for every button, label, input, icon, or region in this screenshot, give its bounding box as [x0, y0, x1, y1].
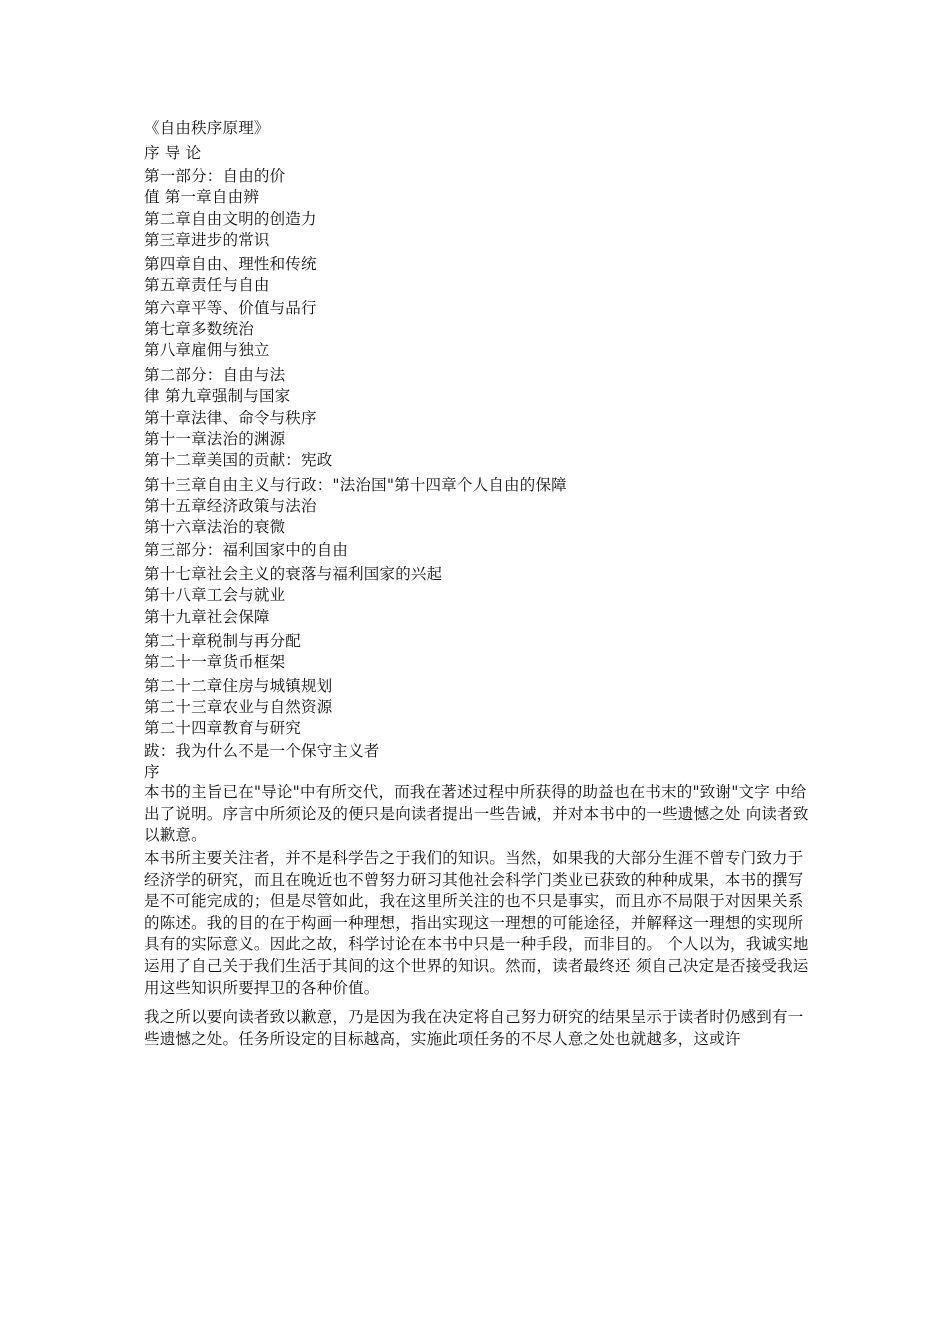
toc-entry: 第二部分：自由与法: [144, 366, 286, 384]
toc-entry: 第五章责任与自由: [144, 276, 270, 294]
toc-entry: 第八章雇佣与独立: [144, 341, 270, 359]
toc-entry: 序 导 论: [144, 144, 202, 162]
toc-entry: 第四章自由、理性和传统: [144, 255, 317, 273]
preface-paragraph: 本书的主旨已在"导论"中有所交代，而我在著述过程中所获得的助益也在书末的"致谢"文字 中给出了说明。序言中所须论及的便只是向读者提出一些告诫，并对本书中的一些遗憾之处 向读者致以歉意。: [144, 783, 809, 845]
toc-entry: 第十章法律、命令与秩序: [144, 409, 317, 427]
toc-entry: 第三部分：福利国家中的自由: [144, 541, 349, 559]
toc-entry: 第十五章经济政策与法治: [144, 497, 317, 515]
toc-entry: 第十九章社会保障: [144, 608, 270, 626]
toc-entry: 第十六章法治的衰微: [144, 518, 286, 536]
toc-entry: 第十三章自由主义与行政："法治国"第十四章个人自由的保障: [144, 476, 567, 494]
toc-entry: 第十八章工会与就业: [144, 586, 286, 604]
toc-entry: 律 第九章强制与国家: [144, 387, 291, 405]
toc-entry: 第六章平等、价值与品行: [144, 299, 317, 317]
toc-entry: 第三章进步的常识: [144, 231, 270, 249]
toc-entry: 第十一章法治的渊源: [144, 430, 286, 448]
toc-entry: 第二十章税制与再分配: [144, 632, 302, 650]
toc-entry: 第二十四章教育与研究: [144, 719, 302, 737]
preface-heading: 序: [144, 763, 160, 781]
toc-entry: 第七章多数统治: [144, 320, 254, 338]
book-title: 《自由秩序原理》: [144, 119, 270, 137]
toc-entry: 第二十三章农业与自然资源: [144, 698, 333, 716]
toc-entry: 跋：我为什么不是一个保守主义者: [144, 742, 380, 760]
preface-paragraph: 我之所以要向读者致以歉意，乃是因为我在决定将自己努力研究的结果呈示于读者时仍感到有一些遗憾之处。任务所设定的目标越高，实施此项任务的不尽人意之处也就越多，这或许: [144, 1008, 804, 1048]
toc-entry: 第十七章社会主义的衰落与福利国家的兴起: [144, 565, 443, 583]
preface-paragraph: 本书所主要关注者，并不是科学告之于我们的知识。当然，如果我的大部分生涯不曾专门致力于经济学的研究，而且在晚近也不曾努力研习其他社会科学门类业已获致的种种成果，本书的撰写是不可能完成的；但是尽管如此，我在这里所关注的也不只是事实，而且亦不局限于对因果关系的陈述。我的目的在于构画一种理想，指出实现这一理想的可能途径，并解释这一理想的实现所具有的实际意义。因此之故，科学讨论在本书中只是一种手段，而非目的。 个人以为，我诚实地运用了自己关于我们生活于其间的这个世界的知识。然而，读者最终还 须自己决定是否接受我运用这些知识所要捍卫的各种价值。: [144, 849, 809, 997]
toc-entry: 第十二章美国的贡献：宪政: [144, 451, 333, 469]
toc-entry: 第一部分：自由的价: [144, 167, 286, 185]
toc-entry: 第二章自由文明的创造力: [144, 210, 317, 228]
toc-entry: 第二十一章货币框架: [144, 653, 286, 671]
toc-entry: 值 第一章自由辨: [144, 188, 260, 206]
toc-entry: 第二十二章住房与城镇规划: [144, 677, 333, 695]
